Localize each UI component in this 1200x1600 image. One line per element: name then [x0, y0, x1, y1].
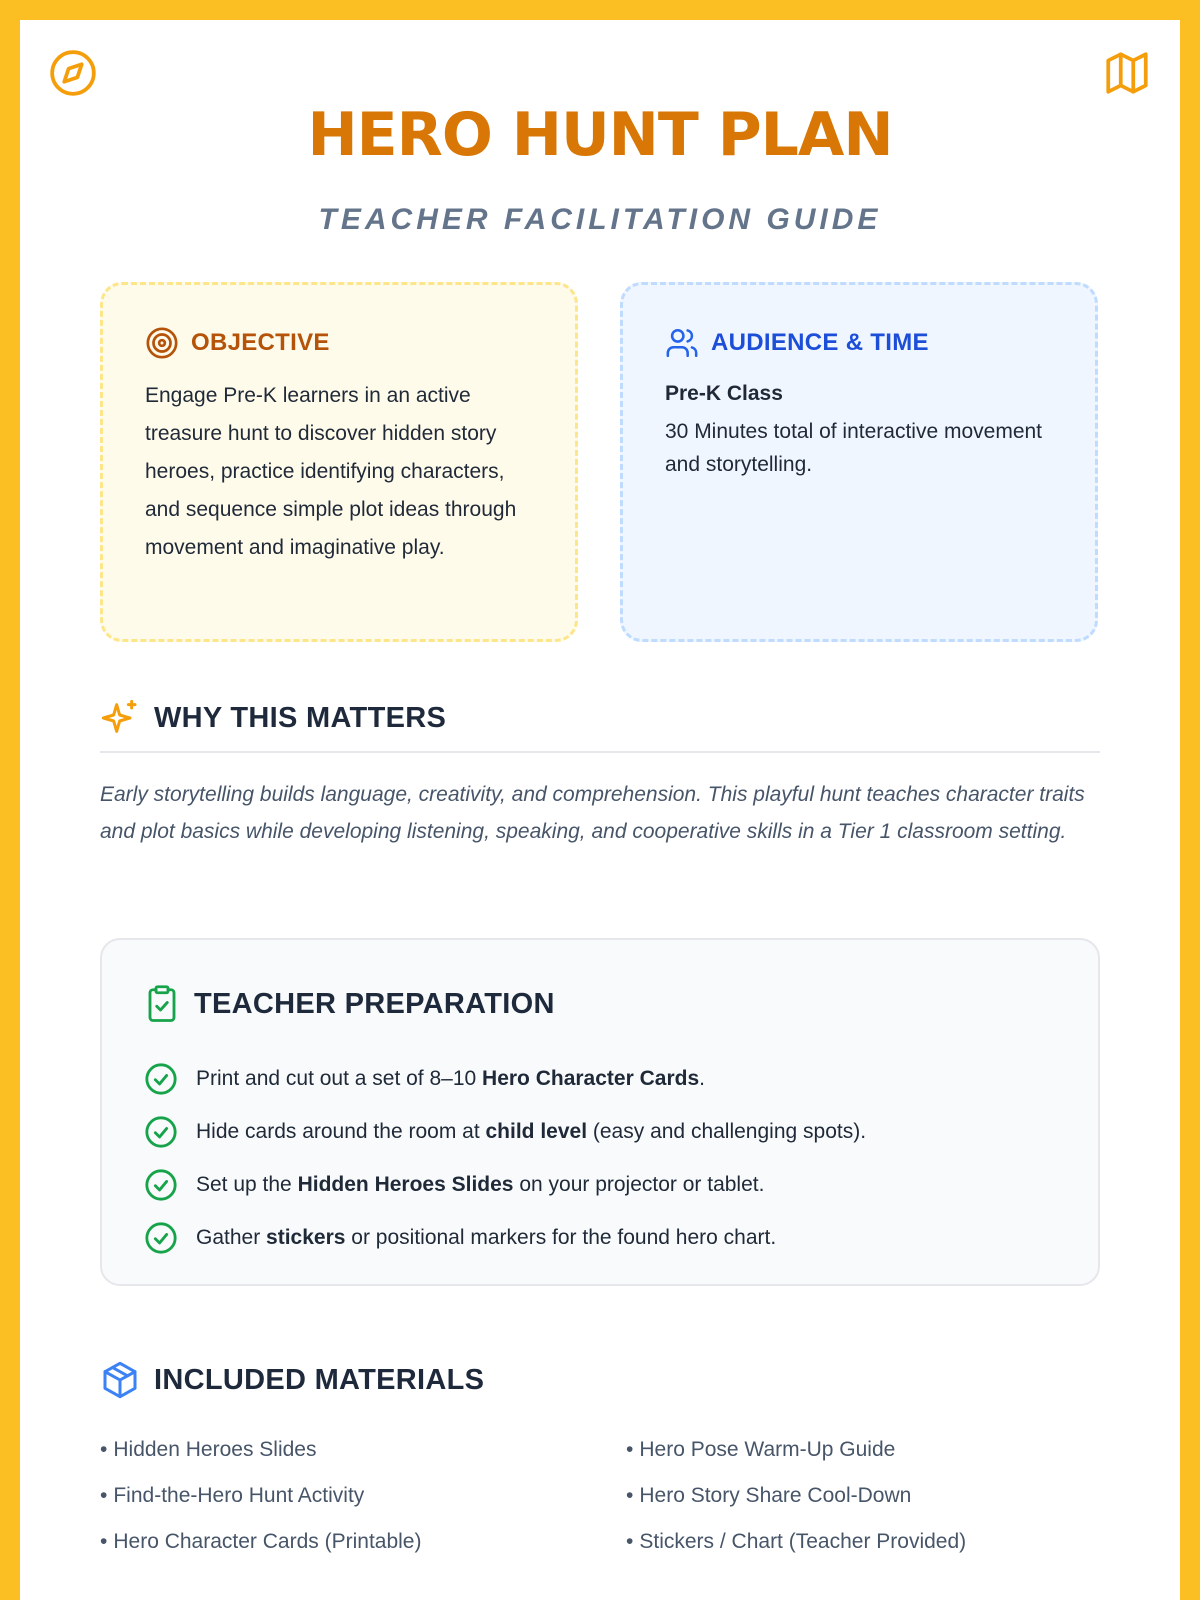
preparation-item-text: Print and cut out a set of 8–10 Hero Character Cards.	[196, 1066, 705, 1090]
guide-page	[20, 20, 1180, 1600]
material-item: • Hero Story Share Cool-Down	[626, 1473, 1150, 1519]
preparation-item	[144, 1105, 1098, 1158]
preparation-card	[100, 938, 1100, 1286]
preparation-item	[144, 1052, 1098, 1105]
package-icon	[100, 1360, 140, 1400]
objective-header	[145, 325, 535, 361]
objective-text: Engage Pre-K learners in an active treasure hunt to discover hidden story heroes, practice identifying characters, and sequence simple plot ideas through movement and imaginative play.	[145, 384, 517, 559]
why-header	[100, 698, 1100, 738]
preparation-item	[144, 1211, 1098, 1264]
material-item: • Hero Pose Warm-Up Guide	[626, 1427, 1150, 1473]
why-text: Early storytelling builds language, creativity, and comprehension. This playful hunt teaches character traits and plot basics while developing listening, speaking, and cooperative skills in a Tier 1 classroom setting.	[100, 783, 1085, 843]
preparation-item-text: Gather stickers or positional markers for the found hero chart.	[196, 1225, 777, 1249]
check-circle-icon	[144, 1168, 178, 1202]
compass-icon	[48, 48, 98, 98]
check-circle-icon	[144, 1062, 178, 1096]
preparation-item-text: Hide cards around the room at child level (easy and challenging spots).	[196, 1119, 867, 1143]
audience-class: Pre-K Class	[665, 382, 783, 405]
objective-title: OBJECTIVE	[191, 329, 330, 356]
audience-card	[620, 282, 1098, 642]
materials-list	[100, 1427, 1150, 1565]
section-divider	[100, 751, 1100, 753]
preparation-list	[144, 1052, 1098, 1264]
audience-header	[665, 325, 1055, 361]
materials-title: INCLUDED MATERIALS	[154, 1363, 485, 1396]
material-item: • Hidden Heroes Slides	[100, 1427, 626, 1473]
target-icon	[145, 326, 179, 360]
material-item: • Find-the-Hero Hunt Activity	[100, 1473, 626, 1519]
objective-card	[100, 282, 578, 642]
page-title: HERO HUNT PLAN	[307, 100, 893, 170]
audience-title: AUDIENCE & TIME	[711, 329, 929, 356]
check-circle-icon	[144, 1115, 178, 1149]
materials-header	[100, 1360, 1100, 1400]
sparkles-icon	[100, 698, 140, 738]
material-item: • Hero Character Cards (Printable)	[100, 1519, 626, 1565]
audience-text: 30 Minutes total of interactive movement and storytelling.	[665, 420, 1043, 476]
clipboard-check-icon	[144, 984, 180, 1024]
check-circle-icon	[144, 1221, 178, 1255]
users-icon	[665, 326, 699, 360]
why-title: WHY THIS MATTERS	[154, 701, 447, 734]
map-icon	[1102, 48, 1152, 98]
preparation-title: TEACHER PREPARATION	[194, 987, 555, 1020]
material-item: • Stickers / Chart (Teacher Provided)	[626, 1519, 1150, 1565]
page-subtitle: TEACHER FACILITATION GUIDE	[318, 203, 882, 236]
preparation-header	[144, 982, 1098, 1026]
preparation-item-text: Set up the Hidden Heroes Slides on your projector or tablet.	[196, 1172, 765, 1196]
preparation-item	[144, 1158, 1098, 1211]
